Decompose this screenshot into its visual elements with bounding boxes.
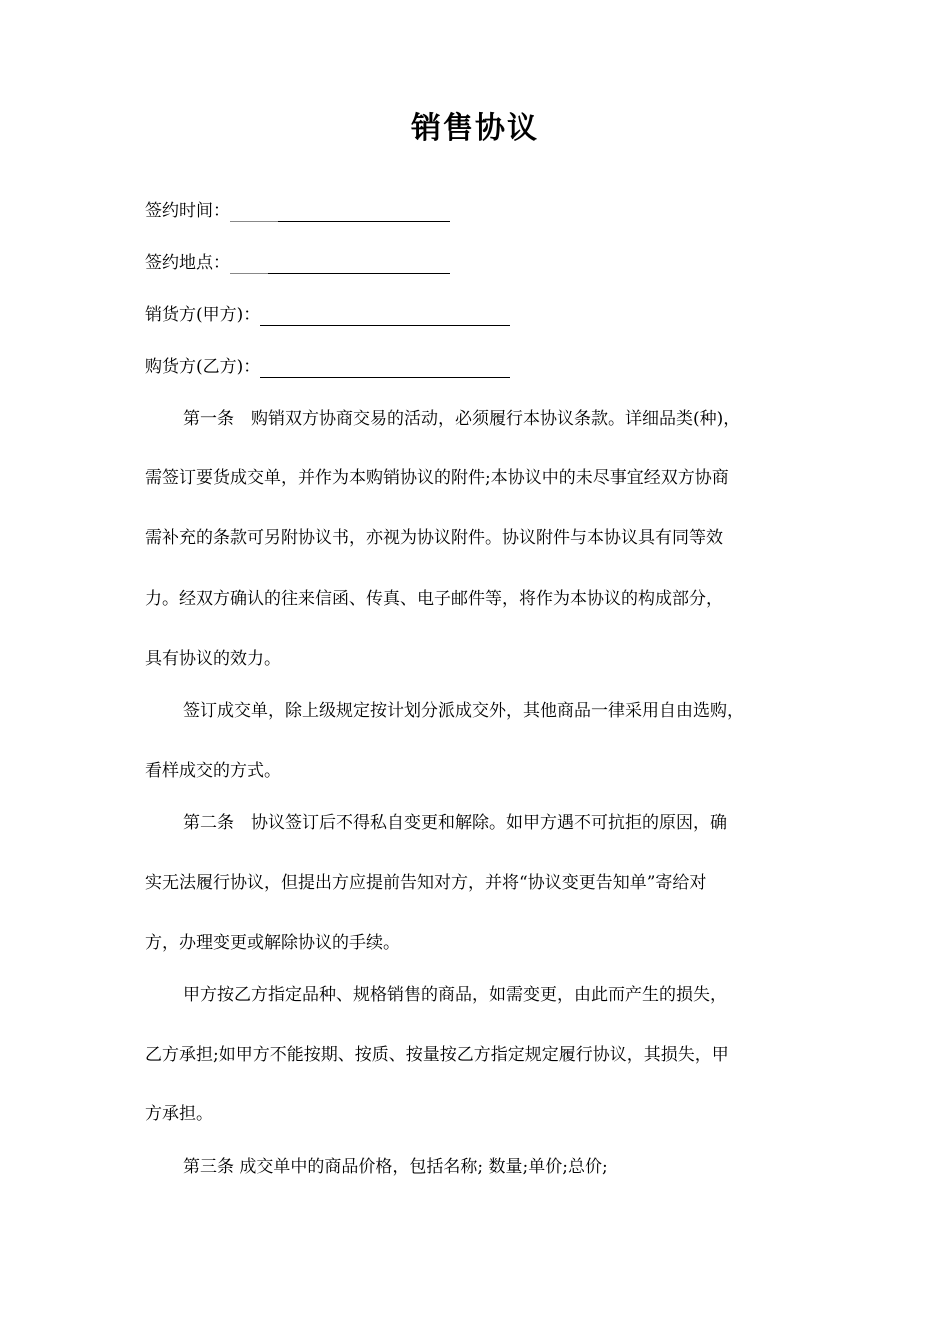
buyer-blank[interactable] xyxy=(260,359,510,378)
body-line: 甲方按乙方指定品种、规格销售的商品，如需变更，由此而产生的损失， xyxy=(183,985,727,1005)
body-line: 力。经双方确认的往来信函、传真、电子邮件等，将作为本协议的构成部分， xyxy=(145,589,723,609)
document-title: 销售协议 xyxy=(411,111,539,146)
sign-place-blank-prefix xyxy=(230,255,268,274)
sign-time-blank-prefix xyxy=(230,203,278,222)
body-line: 需签订要货成交单，并作为本购销协议的附件;本协议中的未尽事宜经双方协商 xyxy=(145,468,729,488)
sign-place-field xyxy=(145,252,450,274)
body-line: 方，办理变更或解除协议的手续。 xyxy=(145,933,400,953)
body-line: 乙方承担;如甲方不能按期、按质、按量按乙方指定规定履行协议，其损失，甲 xyxy=(145,1045,729,1065)
body-line: 实无法履行协议，但提出方应提前告知对方，并将“协议变更告知单”寄给对 xyxy=(145,873,707,893)
seller-label: 销货方(甲方)： xyxy=(145,305,261,325)
body-line: 方承担。 xyxy=(145,1104,213,1124)
body-line: 第二条 协议签订后不得私自变更和解除。如甲方遇不可抗拒的原因，确 xyxy=(183,813,727,833)
sign-place-label: 签约地点： xyxy=(145,253,230,273)
buyer-field xyxy=(145,356,510,378)
body-line: 具有协议的效力。 xyxy=(145,649,281,669)
sign-time-field xyxy=(145,200,450,222)
seller-field xyxy=(145,304,510,326)
sign-time-label: 签约时间： xyxy=(145,201,230,221)
seller-blank[interactable] xyxy=(260,307,510,326)
body-line: 看样成交的方式。 xyxy=(145,761,281,781)
body-line: 第三条 成交单中的商品价格，包括名称; 数量;单价;总价; xyxy=(183,1157,608,1177)
body-line: 签订成交单，除上级规定按计划分派成交外，其他商品一律采用自由选购， xyxy=(183,701,744,721)
body-line: 第一条 购销双方协商交易的活动，必须履行本协议条款。详细品类(种)， xyxy=(183,409,741,429)
buyer-label: 购货方(乙方)： xyxy=(145,357,261,377)
body-line: 需补充的条款可另附协议书，亦视为协议附件。协议附件与本协议具有同等效 xyxy=(145,528,723,548)
sign-time-blank[interactable] xyxy=(278,203,450,222)
sign-place-blank[interactable] xyxy=(268,255,450,274)
